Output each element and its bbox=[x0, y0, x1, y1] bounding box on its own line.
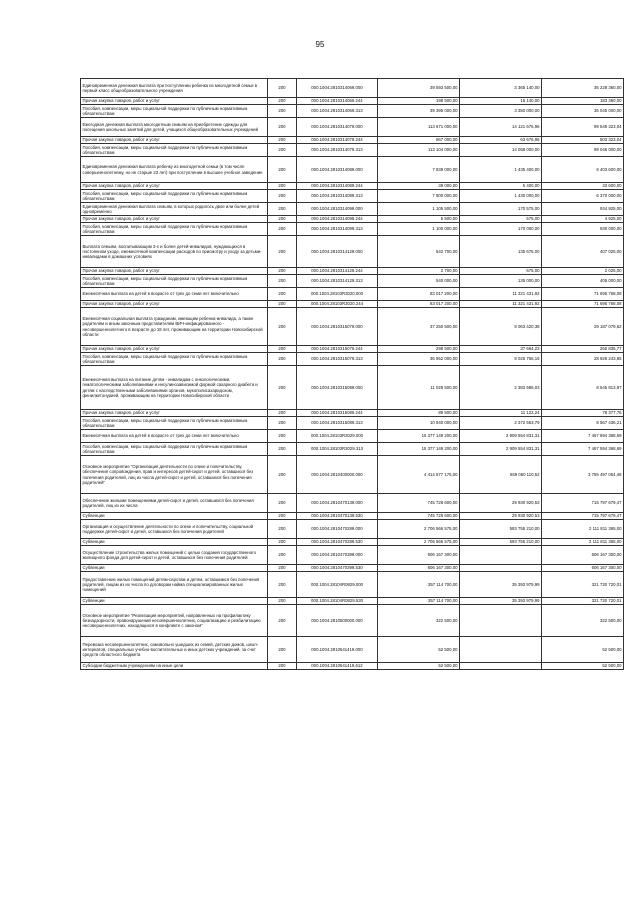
table-row bbox=[81, 223, 624, 236]
row-planned: 113 671 000,00 bbox=[378, 118, 460, 137]
row-remaining: 52 500,00 bbox=[542, 637, 624, 663]
row-code: 200 bbox=[268, 366, 297, 410]
row-classification: 000.1004.2810314099.244 bbox=[297, 216, 378, 223]
row-planned: 15 377 149 200,00 bbox=[378, 430, 460, 443]
row-code: 200 bbox=[268, 308, 297, 346]
row-name: Единовременная денежная выплата ребенку из многодетной семьи (в том числе совершеннолетнему, но не старше 23 лет) при поступлении в высшее учебное заведение bbox=[81, 157, 268, 183]
row-classification: 000.1004.2810314069.244 bbox=[297, 98, 378, 105]
table-row bbox=[81, 275, 624, 288]
row-name: Основное мероприятие "Реализация мероприятий, направленных на профилактику безнадзорности, правонарушений несовершеннолетних, социализацию и реабилитацию несовершеннолетних, находящихся в конфликте с законом" bbox=[81, 605, 268, 637]
row-executed: 2 909 554 831,31 bbox=[460, 443, 542, 456]
row-executed: 5 400,00 bbox=[460, 183, 542, 190]
table-row bbox=[81, 203, 624, 216]
row-planned: 83 017 200,00 bbox=[378, 288, 460, 301]
row-planned: 2 706 566 575,00 bbox=[378, 520, 460, 539]
row-executed bbox=[460, 565, 542, 572]
row-planned: 36 952 000,00 bbox=[378, 353, 460, 366]
row-remaining: 99 549 323,04 bbox=[542, 118, 624, 137]
table-row bbox=[81, 79, 624, 98]
row-remaining: 715 797 679,47 bbox=[542, 494, 624, 513]
row-classification: 000.1004.2810470139.530 bbox=[297, 513, 378, 520]
table-row bbox=[81, 157, 624, 183]
row-classification: 000.1004.2810315089.244 bbox=[297, 410, 378, 417]
row-classification: 000.1004.2810314099.313 bbox=[297, 223, 378, 236]
row-executed: 1 435 400,00 bbox=[460, 157, 542, 183]
row-executed: 675,00 bbox=[460, 268, 542, 275]
row-executed: 2 372 563,79 bbox=[460, 417, 542, 430]
table-row bbox=[81, 346, 624, 353]
row-code: 200 bbox=[268, 157, 297, 183]
row-classification: 000.1004.2810315089.313 bbox=[297, 417, 378, 430]
row-classification: 000.1004.2810470289.530 bbox=[297, 539, 378, 546]
row-classification: 000.1004.2810314099.000 bbox=[297, 203, 378, 216]
table-row bbox=[81, 137, 624, 144]
row-planned: 15 377 149 200,00 bbox=[378, 443, 460, 456]
row-planned: 2 706 566 575,00 bbox=[378, 539, 460, 546]
row-executed: 659 060 110,52 bbox=[460, 456, 542, 494]
table-row bbox=[81, 513, 624, 520]
row-code: 200 bbox=[268, 203, 297, 216]
table-row bbox=[81, 366, 624, 410]
row-executed: 29 930 920,53 bbox=[460, 513, 542, 520]
budget-table bbox=[80, 78, 624, 670]
table-row bbox=[81, 144, 624, 157]
row-planned: 89 500,00 bbox=[378, 410, 460, 417]
row-classification: 000.1004.2810314079.313 bbox=[297, 144, 378, 157]
table-row bbox=[81, 216, 624, 223]
row-name: Предоставление жилых помещений детям-сиротам и детям, оставшимся без попечения родителей, лицам из их числа по договорам найма специализированных жилых помещений bbox=[81, 572, 268, 598]
row-planned: 52 500,00 bbox=[378, 637, 460, 663]
row-name: Пособия, компенсации, меры социальной поддержки по публичным нормативным обязательствам bbox=[81, 353, 268, 366]
row-name: Обеспечение жилыми помещениями детей-сирот и детей, оставшихся без попечения родителей, лиц из их числа bbox=[81, 494, 268, 513]
row-remaining: 8 645 813,97 bbox=[542, 366, 624, 410]
table-row bbox=[81, 410, 624, 417]
row-executed: 575,00 bbox=[460, 216, 542, 223]
row-planned: 542 700,00 bbox=[378, 236, 460, 268]
row-code: 200 bbox=[268, 637, 297, 663]
row-code: 200 bbox=[268, 565, 297, 572]
row-code: 200 bbox=[268, 539, 297, 546]
row-remaining: 405 000,00 bbox=[542, 275, 624, 288]
row-classification: 000.1004.28103R3020.000 bbox=[297, 288, 378, 301]
row-code: 200 bbox=[268, 79, 297, 98]
row-remaining: 29 187 079,62 bbox=[542, 308, 624, 346]
row-name: Прочая закупка товаров, работ и услуг bbox=[81, 268, 268, 275]
row-code: 200 bbox=[268, 513, 297, 520]
row-remaining: 321 720 720,01 bbox=[542, 598, 624, 605]
row-planned: 322 500,00 bbox=[378, 605, 460, 637]
row-remaining: 33 600,00 bbox=[542, 183, 624, 190]
row-name: Прочая закупка товаров, работ и услуг bbox=[81, 410, 268, 417]
row-code: 200 bbox=[268, 275, 297, 288]
row-planned: 357 114 700,00 bbox=[378, 572, 460, 598]
row-code: 200 bbox=[268, 346, 297, 353]
table-row bbox=[81, 190, 624, 203]
row-name: Ежемесячная выплата на детей в возрасте от трех до семи лет включительно bbox=[81, 288, 268, 301]
row-remaining: 715 797 679,47 bbox=[542, 513, 624, 520]
row-classification: 000.1004.2810315079.000 bbox=[297, 308, 378, 346]
row-executed: 35 393 979,99 bbox=[460, 572, 542, 598]
table-row bbox=[81, 183, 624, 190]
row-planned: 83 017 200,00 bbox=[378, 301, 460, 308]
row-classification: 000.1004.2810314129.244 bbox=[297, 268, 378, 275]
row-executed: 2 383 686,03 bbox=[460, 366, 542, 410]
row-classification: 000.1004.2810541419.612 bbox=[297, 663, 378, 670]
row-name: Основное мероприятие "Организация деятельности по опеке и попечительству, обеспечение сопровождения, прав и интересов детей-сирот и детей, оставшихся без попечения родителей, лиц из числа детей-сирот и детей, оставшихся без попечения родителей" bbox=[81, 456, 268, 494]
row-name: Ежемесячная выплата на питание детям - инвалидам с онкологическими, гематологическими заболеваниями и инсулинозависимой формой сахарного диабета и детям с наследственными заболеваниями органов, мукополисахаридозом, фенилкетонурией, проживающим на территории Новосибирской области bbox=[81, 366, 268, 410]
row-planned: 298 500,00 bbox=[378, 346, 460, 353]
row-classification: 000.1004.28103R3029.000 bbox=[297, 430, 378, 443]
row-planned: 1 105 500,00 bbox=[378, 203, 460, 216]
row-planned: 5 500,00 bbox=[378, 216, 460, 223]
row-planned: 540 000,00 bbox=[378, 275, 460, 288]
row-name: Пособия, компенсации, меры социальной поддержки по публичным нормативным обязательствам bbox=[81, 144, 268, 157]
row-name: Прочая закупка товаров, работ и услуг bbox=[81, 216, 268, 223]
row-executed: 37 664,23 bbox=[460, 346, 542, 353]
page-number: 95 bbox=[315, 40, 325, 49]
row-remaining: 28 926 243,85 bbox=[542, 353, 624, 366]
row-executed: 35 393 979,99 bbox=[460, 598, 542, 605]
row-name: Выплата семьям, воспитывающим 3-х и более детей-инвалидов, нуждающихся в постоянном уходе, ежемесячной компенсации расходов по присмотру и уходу за детьми-инвалидами в домашних условиях bbox=[81, 236, 268, 268]
row-planned: 1 100 000,00 bbox=[378, 223, 460, 236]
row-name: Прочая закупка товаров, работ и услуг bbox=[81, 183, 268, 190]
row-remaining: 6 370 000,00 bbox=[542, 190, 624, 203]
row-code: 200 bbox=[268, 605, 297, 637]
row-name: Субвенции bbox=[81, 513, 268, 520]
row-code: 200 bbox=[268, 663, 297, 670]
table-row bbox=[81, 308, 624, 346]
row-planned: 606 167 300,00 bbox=[378, 546, 460, 565]
row-classification: 000.1004.2810314069.000 bbox=[297, 79, 378, 98]
row-code: 200 bbox=[268, 494, 297, 513]
row-remaining: 2 111 811 365,00 bbox=[542, 520, 624, 539]
row-name: Субвенции bbox=[81, 598, 268, 605]
row-remaining: 321 720 720,01 bbox=[542, 572, 624, 598]
row-code: 200 bbox=[268, 546, 297, 565]
row-name: Единовременная денежная выплата при поступлении ребенка из многодетной семьи в первый класс общеобразовательного учреждения bbox=[81, 79, 268, 98]
row-remaining: 503 323,04 bbox=[542, 137, 624, 144]
row-remaining: 322 500,00 bbox=[542, 605, 624, 637]
row-planned: 113 104 000,00 bbox=[378, 144, 460, 157]
table-row bbox=[81, 637, 624, 663]
row-remaining: 7 467 594 368,69 bbox=[542, 430, 624, 443]
row-executed: 593 755 210,00 bbox=[460, 520, 542, 539]
row-classification: 000.1004.2810470399.000 bbox=[297, 546, 378, 565]
row-code: 200 bbox=[268, 236, 297, 268]
table-row bbox=[81, 443, 624, 456]
row-remaining: 6 403 600,00 bbox=[542, 157, 624, 183]
row-remaining: 52 500,00 bbox=[542, 663, 624, 670]
row-planned: 7 800 000,00 bbox=[378, 190, 460, 203]
row-classification: 000.1004.28103R3029.313 bbox=[297, 443, 378, 456]
row-code: 200 bbox=[268, 417, 297, 430]
row-name: Пособия, компенсации, меры социальной поддержки по публичным нормативным обязательствам bbox=[81, 223, 268, 236]
row-code: 200 bbox=[268, 598, 297, 605]
row-executed: 135 000,00 bbox=[460, 275, 542, 288]
row-code: 200 bbox=[268, 443, 297, 456]
row-classification: 000.1004.2810314089.000 bbox=[297, 157, 378, 183]
row-remaining: 606 167 300,00 bbox=[542, 565, 624, 572]
row-remaining: 183 360,00 bbox=[542, 98, 624, 105]
row-planned: 37 250 500,00 bbox=[378, 308, 460, 346]
row-code: 200 bbox=[268, 456, 297, 494]
row-name: Ежегодная денежная выплата многодетным семьям на приобретение одежды для посещения школьных занятий для детей, учащихся общеобразовательных учреждений bbox=[81, 118, 268, 137]
row-code: 200 bbox=[268, 137, 297, 144]
row-planned: 39 593 500,00 bbox=[378, 79, 460, 98]
table-row bbox=[81, 417, 624, 430]
table-row bbox=[81, 105, 624, 118]
row-remaining: 36 045 000,00 bbox=[542, 105, 624, 118]
row-classification: 000.1004.2810314089.313 bbox=[297, 190, 378, 203]
row-remaining: 606 167 300,00 bbox=[542, 546, 624, 565]
row-remaining: 930 000,00 bbox=[542, 223, 624, 236]
row-executed: 593 755 210,00 bbox=[460, 539, 542, 546]
row-remaining: 2 111 811 365,00 bbox=[542, 539, 624, 546]
row-executed bbox=[460, 637, 542, 663]
row-classification: 000.1004.2810470139.000 bbox=[297, 494, 378, 513]
row-code: 200 bbox=[268, 118, 297, 137]
row-code: 200 bbox=[268, 216, 297, 223]
row-code: 200 bbox=[268, 144, 297, 157]
row-name: Пособия, компенсации, меры социальной поддержки по публичным нормативным обязательствам bbox=[81, 190, 268, 203]
row-remaining: 260 835,77 bbox=[542, 346, 624, 353]
row-classification: 000.1004.2810314129.000 bbox=[297, 236, 378, 268]
table-row bbox=[81, 456, 624, 494]
row-name: Прочая закупка товаров, работ и услуг bbox=[81, 98, 268, 105]
row-planned: 39 395 000,00 bbox=[378, 105, 460, 118]
row-remaining: 99 046 000,00 bbox=[542, 144, 624, 157]
row-planned: 606 167 300,00 bbox=[378, 565, 460, 572]
table-row bbox=[81, 565, 624, 572]
row-executed: 3 365 140,00 bbox=[460, 79, 542, 98]
table-row bbox=[81, 605, 624, 637]
row-classification: 000.1004.2810400000.000 bbox=[297, 456, 378, 494]
row-classification: 000.1004.28104R0829.000 bbox=[297, 572, 378, 598]
row-classification: 000.1004.2810500000.000 bbox=[297, 605, 378, 637]
row-remaining: 2 025,00 bbox=[542, 268, 624, 275]
row-executed: 14 121 676,96 bbox=[460, 118, 542, 137]
table-row bbox=[81, 288, 624, 301]
row-planned: 10 940 000,00 bbox=[378, 417, 460, 430]
row-code: 200 bbox=[268, 572, 297, 598]
row-executed: 11 321 431,92 bbox=[460, 301, 542, 308]
table-row bbox=[81, 572, 624, 598]
row-code: 200 bbox=[268, 353, 297, 366]
row-executed bbox=[460, 605, 542, 637]
row-classification: 000.1004.2810470399.530 bbox=[297, 565, 378, 572]
row-name: Прочая закупка товаров, работ и услуг bbox=[81, 137, 268, 144]
table-row bbox=[81, 663, 624, 670]
row-code: 200 bbox=[268, 98, 297, 105]
row-name: Субвенции bbox=[81, 565, 268, 572]
row-executed: 63 676,96 bbox=[460, 137, 542, 144]
row-planned: 745 728 600,00 bbox=[378, 513, 460, 520]
row-name: Пособия, компенсации, меры социальной поддержки по публичным нормативным обязательствам bbox=[81, 443, 268, 456]
row-executed: 14 058 000,00 bbox=[460, 144, 542, 157]
row-classification: 000.1004.2810541419.000 bbox=[297, 637, 378, 663]
row-remaining: 71 695 768,08 bbox=[542, 288, 624, 301]
table-row bbox=[81, 598, 624, 605]
row-code: 200 bbox=[268, 223, 297, 236]
row-planned: 357 114 700,00 bbox=[378, 598, 460, 605]
row-remaining: 36 228 360,00 bbox=[542, 79, 624, 98]
row-planned: 2 700,00 bbox=[378, 268, 460, 275]
row-name: Субсидии бюджетным учреждениям на иные цели bbox=[81, 663, 268, 670]
row-executed: 170 575,00 bbox=[460, 203, 542, 216]
row-code: 200 bbox=[268, 105, 297, 118]
row-code: 200 bbox=[268, 190, 297, 203]
table-row bbox=[81, 268, 624, 275]
row-name: Прочая закупка товаров, работ и услуг bbox=[81, 346, 268, 353]
row-remaining: 407 025,00 bbox=[542, 236, 624, 268]
row-executed: 15 140,00 bbox=[460, 98, 542, 105]
row-name: Пособия, компенсации, меры социальной поддержки по публичным нормативным обязательствам bbox=[81, 417, 268, 430]
row-executed: 11 122,24 bbox=[460, 410, 542, 417]
row-remaining: 4 925,00 bbox=[542, 216, 624, 223]
row-name: Организация и осуществление деятельности по опеке и попечительству, социальной поддержке детей-сирот и детей, оставшихся без попечения родителей bbox=[81, 520, 268, 539]
row-classification: 000.1004.28104R0829.530 bbox=[297, 598, 378, 605]
row-name: Осуществление строительства жилых помещений с целью создания государственного жилищного фонда для детей-сирот и детей, оставшихся без попечения родителей bbox=[81, 546, 268, 565]
row-classification: 000.1004.2810315079.244 bbox=[297, 346, 378, 353]
budget-table-body bbox=[81, 79, 624, 670]
row-classification: 000.1004.2810314129.313 bbox=[297, 275, 378, 288]
table-row bbox=[81, 98, 624, 105]
row-name: Ежемесячная выплата на детей в возрасте от трех до семи лет включительно bbox=[81, 430, 268, 443]
row-classification: 000.1004.2810315079.313 bbox=[297, 353, 378, 366]
row-planned: 198 500,00 bbox=[378, 98, 460, 105]
row-name: Перевозка несовершеннолетних, самовольно ушедших из семей, детских домов, школ-интернатов, специальных учебно-воспитательных и иных детских учреждений, за счет средств областного бюджета bbox=[81, 637, 268, 663]
row-remaining: 3 755 497 064,48 bbox=[542, 456, 624, 494]
row-executed: 29 930 920,53 bbox=[460, 494, 542, 513]
row-code: 200 bbox=[268, 183, 297, 190]
row-code: 200 bbox=[268, 520, 297, 539]
table-row bbox=[81, 353, 624, 366]
row-executed: 3 350 000,00 bbox=[460, 105, 542, 118]
row-remaining: 7 467 594 368,69 bbox=[542, 443, 624, 456]
table-row bbox=[81, 236, 624, 268]
row-remaining: 934 925,00 bbox=[542, 203, 624, 216]
row-executed: 8 025 756,15 bbox=[460, 353, 542, 366]
row-classification: 000.1004.2810314069.313 bbox=[297, 105, 378, 118]
row-executed bbox=[460, 663, 542, 670]
table-row bbox=[81, 539, 624, 546]
row-name: Пособия, компенсации, меры социальной поддержки по публичным нормативным обязательствам bbox=[81, 105, 268, 118]
row-name: Пособия, компенсации, меры социальной поддержки по публичным нормативным обязательствам bbox=[81, 275, 268, 288]
row-code: 200 bbox=[268, 288, 297, 301]
row-planned: 567 000,00 bbox=[378, 137, 460, 144]
row-classification: 000.1004.2810470289.000 bbox=[297, 520, 378, 539]
row-classification: 000.1004.2810314079.244 bbox=[297, 137, 378, 144]
row-name: Прочая закупка товаров, работ и услуг bbox=[81, 301, 268, 308]
row-classification: 000.1004.28103R3020.244 bbox=[297, 301, 378, 308]
row-remaining: 78 377,76 bbox=[542, 410, 624, 417]
table-row bbox=[81, 546, 624, 565]
row-classification: 000.1004.2810315089.000 bbox=[297, 366, 378, 410]
row-remaining: 8 567 436,21 bbox=[542, 417, 624, 430]
row-executed: 11 321 431,92 bbox=[460, 288, 542, 301]
row-planned: 52 500,00 bbox=[378, 663, 460, 670]
row-name: Субвенции bbox=[81, 539, 268, 546]
row-executed: 1 430 000,00 bbox=[460, 190, 542, 203]
row-classification: 000.1004.2810314089.244 bbox=[297, 183, 378, 190]
row-planned: 39 000,00 bbox=[378, 183, 460, 190]
row-code: 200 bbox=[268, 268, 297, 275]
row-classification: 000.1004.2810314079.000 bbox=[297, 118, 378, 137]
row-planned: 4 414 577 175,00 bbox=[378, 456, 460, 494]
row-executed: 2 909 554 831,31 bbox=[460, 430, 542, 443]
row-executed: 135 675,00 bbox=[460, 236, 542, 268]
row-executed: 8 063 420,38 bbox=[460, 308, 542, 346]
table-row bbox=[81, 301, 624, 308]
table-row bbox=[81, 520, 624, 539]
table-row bbox=[81, 430, 624, 443]
row-name: Единовременная денежная выплата семьям, в которых родилось двое или более детей одновременно bbox=[81, 203, 268, 216]
row-remaining: 71 695 768,08 bbox=[542, 301, 624, 308]
row-code: 200 bbox=[268, 430, 297, 443]
row-executed bbox=[460, 546, 542, 565]
row-name: Ежемесячная социальная выплата гражданам, имеющим ребенка-инвалида, а также родителям и иным законным представителям ВИЧ-инфицированного - несовершеннолетнего в возрасте до 18 лет, проживающим на территории Новосибирской области bbox=[81, 308, 268, 346]
row-planned: 745 728 600,00 bbox=[378, 494, 460, 513]
table-row bbox=[81, 494, 624, 513]
row-code: 200 bbox=[268, 301, 297, 308]
row-planned: 7 839 000,00 bbox=[378, 157, 460, 183]
row-executed: 170 000,00 bbox=[460, 223, 542, 236]
table-row bbox=[81, 118, 624, 137]
row-code: 200 bbox=[268, 410, 297, 417]
row-planned: 11 029 500,00 bbox=[378, 366, 460, 410]
